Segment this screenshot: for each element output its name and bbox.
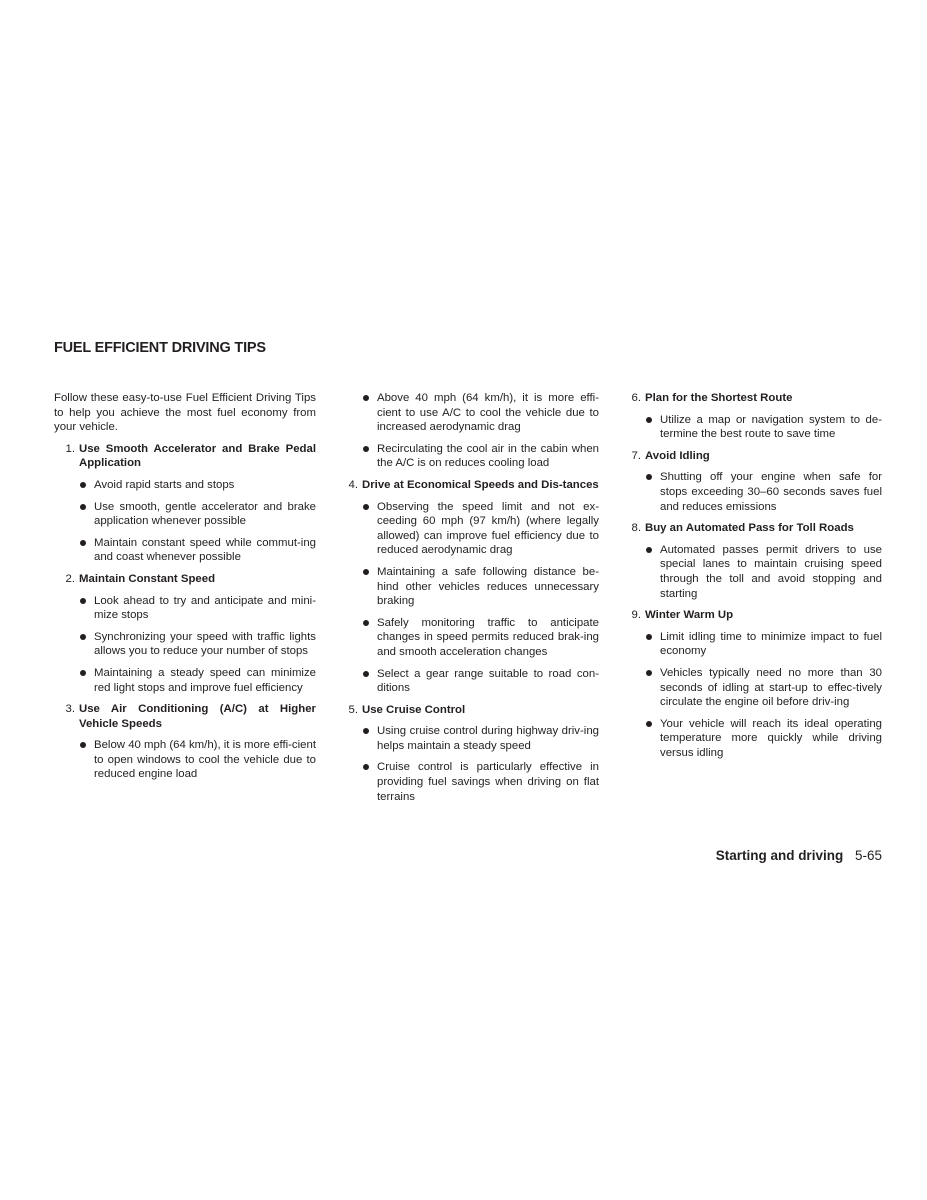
bullet-icon [78, 738, 94, 782]
tip-title: Use Air Conditioning (A/C) at Higher Vehicle Speeds [79, 703, 316, 730]
tip-number: 7. [631, 449, 641, 462]
tip-9-bullets [620, 630, 882, 761]
tip-5-heading [337, 703, 599, 718]
tip-3-bullets [54, 738, 316, 782]
bullet-icon [78, 594, 94, 623]
bullet-icon [644, 717, 660, 761]
tip-number: 2. [65, 572, 75, 585]
bullet-icon [78, 666, 94, 695]
bullet-icon [644, 543, 660, 601]
intro-paragraph: Follow these easy-to-use Fuel Efficient Driving Tips to help you achieve the most fuel economy from your vehicle. [54, 392, 316, 434]
footer-section-name: Starting and driving [715, 848, 844, 863]
list-item: Synchronizing your speed with traffic lights allows you to reduce your number of stops [78, 630, 316, 659]
bullet-icon [78, 536, 94, 565]
tip-title: Maintain Constant Speed [79, 572, 216, 585]
tip-3-heading [54, 702, 316, 731]
list-item: Maintain constant speed while commut-ing and coast whenever possible [78, 536, 316, 565]
tip-number: 8. [631, 522, 641, 535]
tip-number: 5. [348, 703, 358, 716]
tip-2-bullets [54, 594, 316, 696]
list-item: Automated passes permit drivers to use special lanes to maintain cruising speed through the toll and avoid stopping and starting [644, 543, 882, 601]
list-item: Your vehicle will reach its ideal operating temperature more quickly while driving versus idling [644, 717, 882, 761]
list-item: Above 40 mph (64 km/h), it is more effi-cient to use A/C to cool the vehicle due to increased aerodynamic drag [361, 391, 599, 435]
bullet-icon [644, 630, 660, 659]
tip-9-heading [620, 608, 882, 623]
tip-title: Plan for the Shortest Route [645, 392, 793, 404]
bullet-icon [644, 413, 660, 442]
tip-number: 9. [631, 609, 641, 622]
bullet-icon [361, 616, 377, 660]
list-item: Use smooth, gentle accelerator and brake application whenever possible [78, 500, 316, 529]
tip-1-bullets [54, 478, 316, 565]
list-item: Safely monitoring traffic to anticipate changes in speed permits reduced brak-ing and smooth acceleration changes [361, 616, 599, 660]
page-footer [716, 848, 882, 863]
tip-title: Avoid Idling [645, 449, 710, 462]
tip-6-bullets [620, 413, 882, 442]
tip-number: 3. [65, 703, 75, 716]
list-item: Cruise control is particularly effective in providing fuel savings when driving on flat terrains [361, 760, 599, 804]
list-item: Look ahead to try and anticipate and mini-mize stops [78, 594, 316, 623]
tip-number: 6. [631, 392, 641, 404]
list-item: Maintaining a steady speed can minimize red light stops and improve fuel efficiency [78, 666, 316, 695]
bullet-icon [361, 391, 377, 435]
section-title: FUEL EFFICIENT DRIVING TIPS [54, 340, 266, 356]
tip-number: 4. [348, 478, 358, 491]
tip-6-heading [620, 391, 882, 406]
list-item: Recirculating the cool air in the cabin when the A/C is on reduces cooling load [361, 442, 599, 471]
list-item: Avoid rapid starts and stops [78, 478, 316, 493]
tip-title: Use Smooth Accelerator and Brake Pedal Application [79, 442, 316, 470]
list-item: Using cruise control during highway driv-ing helps maintain a steady speed [361, 724, 599, 753]
bullet-icon [361, 667, 377, 696]
tip-title: Drive at Economical Speeds and Dis-tances [362, 478, 599, 491]
tip-5-bullets [337, 724, 599, 804]
list-item: Observing the speed limit and not ex-ceeding 60 mph (97 km/h) (where legally allowed) can improve fuel efficiency due to reduced aerodynamic drag [361, 500, 599, 558]
list-item: Limit idling time to minimize impact to fuel economy [644, 630, 882, 659]
bullet-icon [78, 630, 94, 659]
column-2 [337, 391, 599, 811]
tip-4-bullets [337, 500, 599, 696]
list-item: Maintaining a safe following distance be-hind other vehicles reduces unnecessary braking [361, 565, 599, 609]
column-3 [620, 391, 882, 767]
bullet-icon [644, 666, 660, 710]
tip-2-heading [54, 572, 316, 587]
bullet-icon [361, 442, 377, 471]
bullet-icon [644, 470, 660, 514]
tip-4-heading [337, 478, 599, 493]
bullet-icon [361, 760, 377, 804]
bullet-icon [361, 565, 377, 609]
list-item: Utilize a map or navigation system to de-termine the best route to save time [644, 413, 882, 442]
list-item: Below 40 mph (64 km/h), it is more effi-cient to open windows to cool the vehicle due to reduced engine load [78, 738, 316, 782]
bullet-icon [361, 500, 377, 558]
tip-title: Buy an Automated Pass for Toll Roads [645, 522, 854, 535]
column-1 [54, 391, 316, 789]
tip-title: Use Cruise Control [362, 703, 466, 716]
list-item: Select a gear range suitable to road con-ditions [361, 667, 599, 696]
bullet-icon [78, 500, 94, 529]
tip-3-bullets-continued [337, 391, 599, 471]
tip-8-heading [620, 521, 882, 536]
tip-7-heading [620, 449, 882, 464]
tip-title: Winter Warm Up [645, 609, 734, 622]
list-item: Vehicles typically need no more than 30 seconds of idling at start-up to effec-tively circulate the engine oil before driv-ing [644, 666, 882, 710]
list-item: Shutting off your engine when safe for stops exceeding 30–60 seconds saves fuel and reduces emissions [644, 470, 882, 514]
page-number: 5-65 [854, 848, 882, 863]
tip-number: 1. [65, 442, 75, 455]
tip-7-bullets [620, 470, 882, 514]
tip-1-heading [54, 442, 316, 471]
tip-8-bullets [620, 543, 882, 601]
bullet-icon [78, 478, 94, 493]
bullet-icon [361, 724, 377, 753]
